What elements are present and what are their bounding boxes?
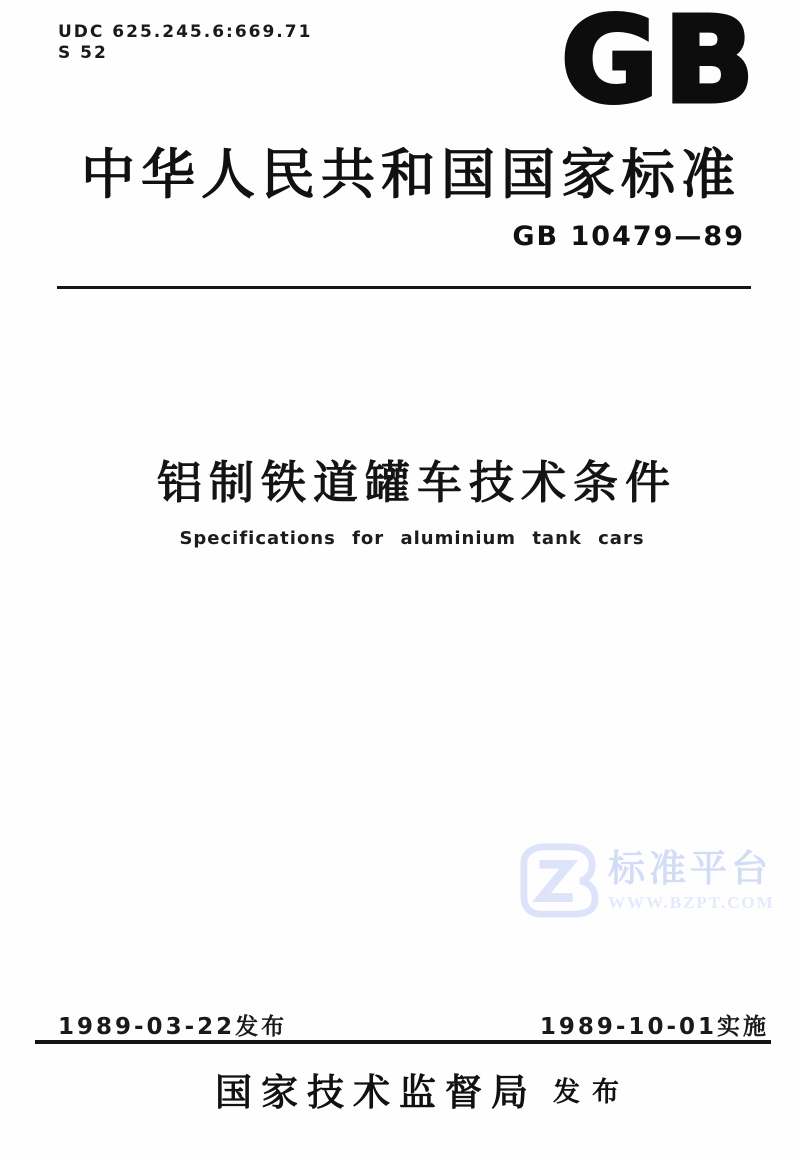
udc-classification (58, 22, 312, 64)
class-code: S 52 (58, 43, 108, 63)
publisher-name: 国家技术监督局 (215, 1071, 537, 1114)
issue-date-value: 1989-03-22 (58, 1014, 236, 1040)
implementation-date-value: 1989-10-01 (539, 1014, 717, 1040)
udc-number: UDC 625.245.6:669.71 (58, 22, 313, 42)
issue-date (58, 1008, 287, 1041)
gb-logo: GB (561, 0, 760, 129)
bzpt-logo-icon (518, 841, 600, 919)
watermark-site-url: WWW.BZPT.COM (608, 893, 775, 912)
document-subtitle-english: Specifications for aluminium tank cars (179, 528, 645, 549)
publisher-line (0, 1062, 800, 1116)
watermark-site-name: 标准平台 (608, 847, 772, 890)
issue-date-label: 发布 (235, 1014, 288, 1040)
bzpt-watermark (518, 841, 775, 919)
national-standard-title: 中华人民共和国国家标准 (81, 143, 741, 206)
standard-number: GB 10479—89 (512, 221, 745, 252)
header-divider-line (57, 286, 751, 289)
implementation-date-label: 实施 (717, 1014, 769, 1040)
publish-label: 发布 (553, 1076, 631, 1108)
implementation-date (540, 1008, 769, 1041)
watermark-text (608, 841, 775, 913)
document-title: 铝制铁道罐车技术条件 (156, 456, 677, 509)
footer-divider-line (35, 1040, 771, 1044)
